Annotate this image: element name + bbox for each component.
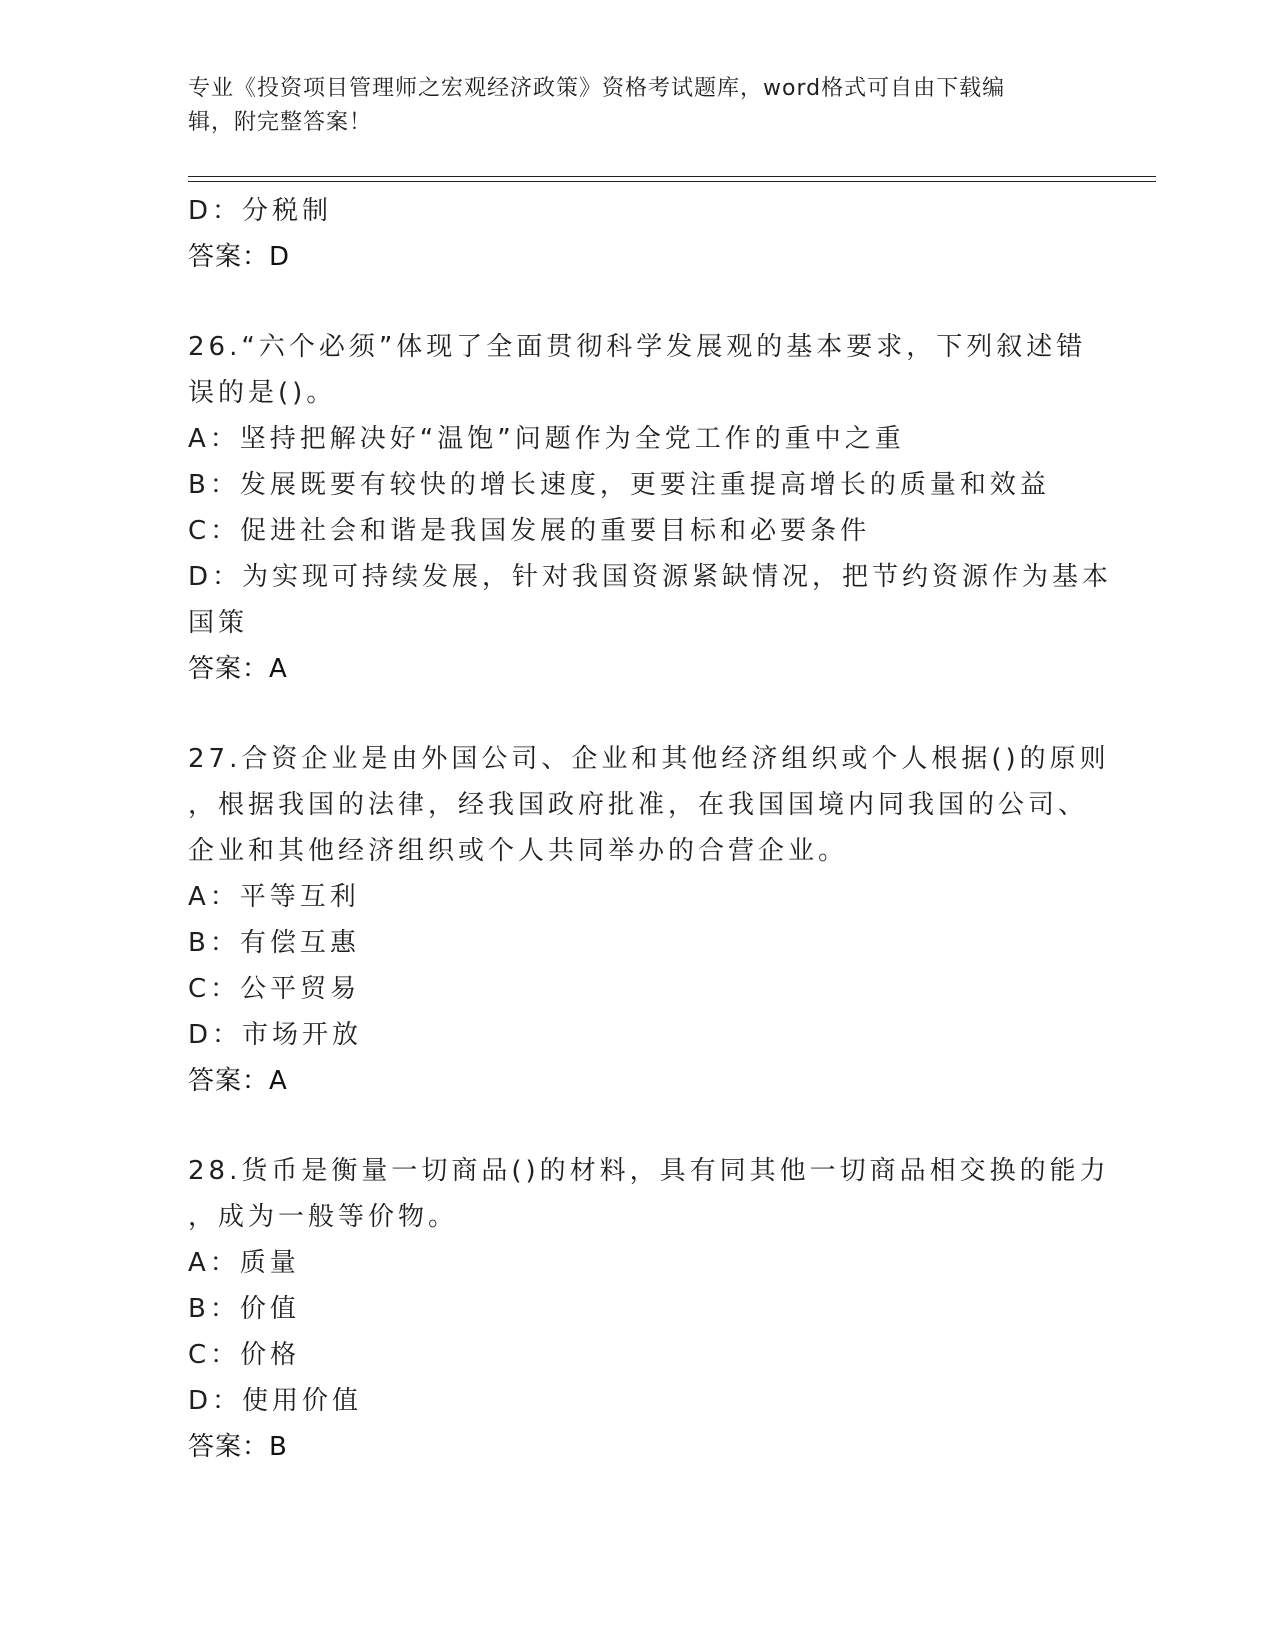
spacer [188,692,1088,736]
q26-option-d-line-2: 国策 [188,608,249,638]
question-28 [188,1148,1110,1470]
q27-option-b: B：有偿互惠 [188,928,360,958]
q28-option-c: C：价格 [188,1340,301,1370]
spacer [188,280,1088,324]
q26-option-b: B：发展既要有较快的增长速度，更要注重提高增长的质量和效益 [188,470,1050,500]
q28-stem-line-2: ，成为一般等价物。 [188,1202,459,1232]
question-26 [188,324,1113,692]
q25-option-d: D：分税制 [188,196,333,226]
question-list [188,188,1113,1470]
q27-option-d: D：市场开放 [188,1020,363,1050]
spacer [188,1104,1088,1148]
header-line-2: 辑，附完整答案！ [188,110,373,135]
q27-stem-line-1: 27.合资企业是由外国公司、企业和其他经济组织或个人根据()的原则 [188,744,1110,774]
header-divider-bottom [188,181,1156,182]
q26-option-d-line-1: D：为实现可持续发展，针对我国资源紧缺情况，把节约资源作为基本 [188,562,1113,592]
q26-stem-line-2: 误的是()。 [188,378,337,408]
question-27 [188,736,1110,1104]
q28-option-a: A：质量 [188,1248,300,1278]
q25-answer: 答案：D [188,242,291,272]
q27-option-c: C：公平贸易 [188,974,361,1004]
q26-option-c: C：促进社会和谐是我国发展的重要目标和必要条件 [188,516,871,546]
q28-stem-line-1: 28.货币是衡量一切商品()的材料，具有同其他一切商品相交换的能力 [188,1156,1110,1186]
q28-option-d: D：使用价值 [188,1386,363,1416]
q27-option-a: A：平等互利 [188,882,360,912]
q27-answer: 答案：A [188,1066,288,1096]
q28-answer: 答案：B [188,1432,288,1462]
q26-stem-line-1: 26.“六个必须”体现了全面贯彻科学发展观的基本要求，下列叙述错 [188,332,1087,362]
header-line-1: 专业《投资项目管理师之宏观经济政策》资格考试题库，word格式可自由下载编 [188,76,1006,101]
header-divider-top [188,176,1156,177]
document-header [188,72,1068,140]
q28-option-b: B：价值 [188,1294,300,1324]
q26-answer: 答案：A [188,654,288,684]
q26-option-a: A：坚持把解决好“温饱”问题作为全党工作的重中之重 [188,424,905,454]
q27-stem-line-2: ，根据我国的法律，经我国政府批准，在我国国境内同我国的公司、 [188,790,1089,820]
q27-stem-line-3: 企业和其他经济组织或个人共同举办的合营企业。 [188,836,849,866]
